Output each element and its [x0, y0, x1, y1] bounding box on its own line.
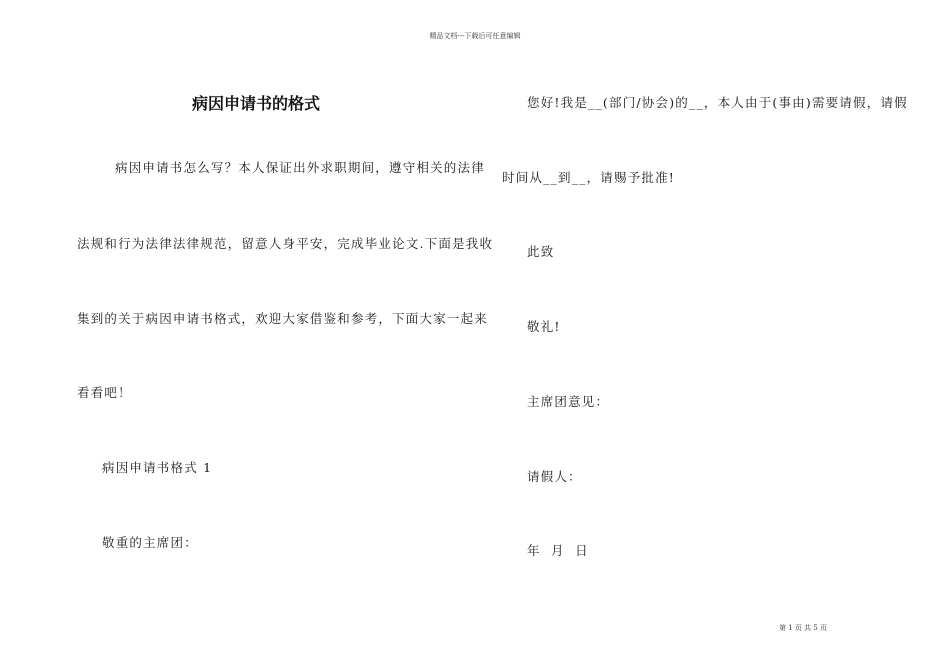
intro-line-1: 病因申请书怎么写？本人保证出外求职期间，遵守相关的法律 — [115, 160, 485, 175]
page-number: 第 1 页 共 5 页 — [779, 624, 828, 632]
committee-opinion-label: 主席团意见： — [527, 394, 610, 409]
page-header-note: 精品文档---下载后可任意编辑 — [429, 32, 521, 40]
intro-line-3: 集到的关于病因申请书格式，欢迎大家借鉴和参考，下面大家一起来 — [77, 311, 489, 326]
closing-ci-zhi: 此致 — [527, 244, 555, 259]
intro-line-2: 法规和行为法律法律规范，留意人身平安，完成毕业论文.下面是我收 — [77, 236, 494, 251]
salutation: 敬重的主席团： — [102, 535, 198, 550]
closing-jing-li: 敬礼! — [527, 319, 561, 334]
intro-line-4: 看看吧！ — [77, 385, 132, 400]
request-line-1: 您好!我是__(部门/协会)的__，本人由于(事由)需要请假，请假 — [527, 95, 908, 110]
applicant-label: 请假人： — [527, 469, 582, 484]
date-label: 年 月 日 — [527, 543, 589, 558]
request-line-2: 时间从__到__，请赐予批准! — [502, 170, 676, 185]
document-title: 病因申请书的格式 — [192, 94, 321, 113]
section-heading: 病因申请书格式 1 — [102, 460, 213, 475]
